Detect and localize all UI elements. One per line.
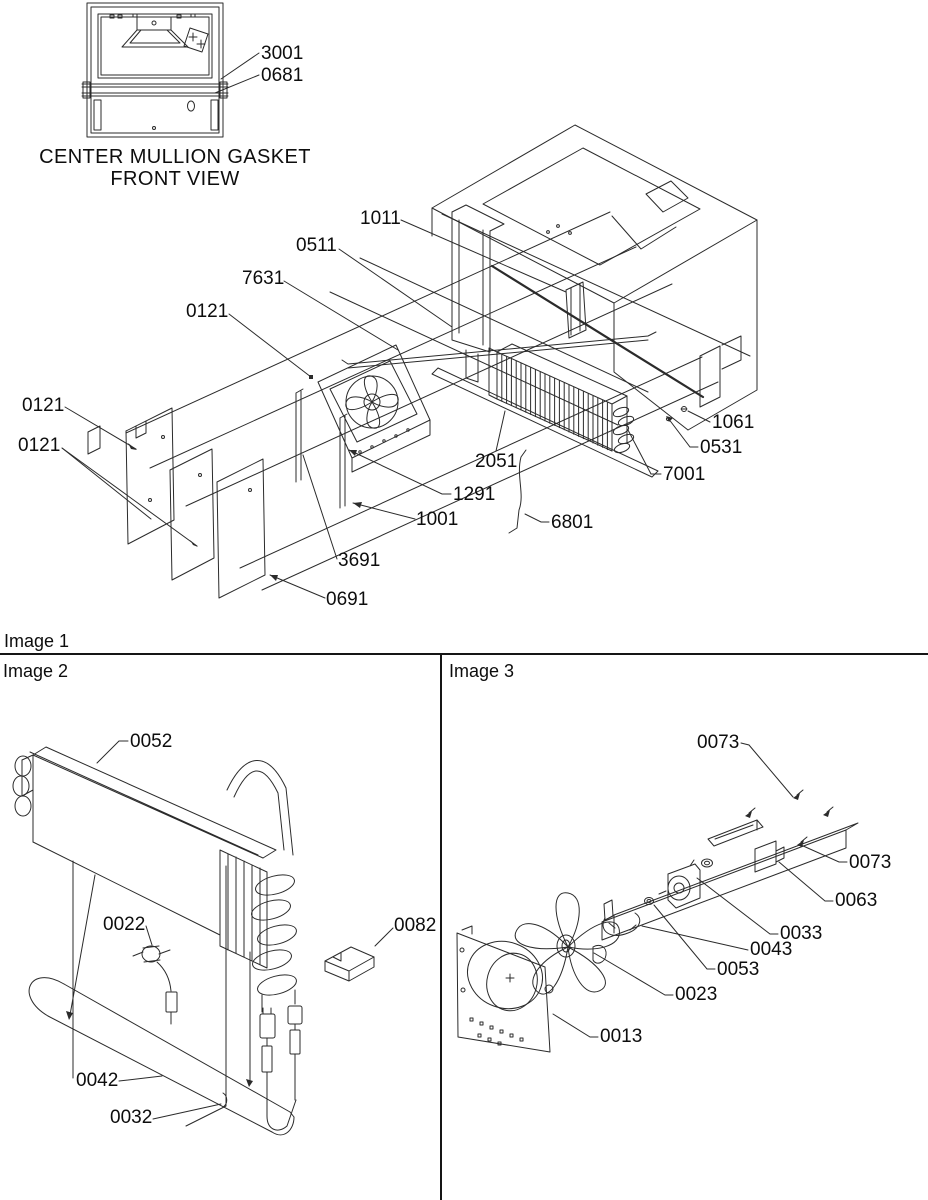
part-label-0032: 0032: [110, 1107, 153, 1128]
part-label-0053: 0053: [717, 959, 760, 980]
part-label-0073-b: 0073: [849, 852, 892, 873]
part-label-0121-b: 0121: [22, 395, 65, 416]
part-label-0082: 0082: [394, 915, 437, 936]
image2-image3-divider: [440, 654, 442, 1200]
part-label-0531: 0531: [700, 437, 743, 458]
part-label-0022: 0022: [103, 914, 146, 935]
part-label-0063: 0063: [835, 890, 878, 911]
part-label-1061: 1061: [712, 412, 755, 433]
screw-icons: [745, 790, 833, 847]
part-label-0121-c: 0121: [18, 435, 61, 456]
front-view-caption-line1: CENTER MULLION GASKET: [39, 146, 311, 168]
part-label-3691: 3691: [338, 550, 381, 571]
part-label-0511: 0511: [296, 235, 337, 256]
part-label-1291: 1291: [453, 484, 496, 505]
part-label-0681: 0681: [261, 65, 304, 86]
fan-assembly-drawing: [457, 790, 858, 1052]
part-label-6801: 6801: [551, 512, 594, 533]
section-label-image2: Image 2: [3, 661, 69, 681]
evaporator-assembly-drawing: [13, 747, 374, 1135]
part-label-0042: 0042: [76, 1070, 119, 1091]
part-label-0013: 0013: [600, 1026, 643, 1047]
section-label-image1: Image 1: [4, 631, 70, 651]
part-label-1001: 1001: [416, 509, 459, 530]
section-label-image3: Image 3: [449, 661, 515, 681]
image1-image2-divider: [0, 653, 928, 655]
front-view-drawing: [82, 3, 228, 137]
part-label-0033: 0033: [780, 923, 823, 944]
part-label-0052: 0052: [130, 731, 173, 752]
part-label-0121-a: 0121: [186, 301, 229, 322]
part-label-7631: 7631: [242, 268, 285, 289]
part-label-7001: 7001: [663, 464, 706, 485]
part-label-0691: 0691: [326, 589, 369, 610]
part-label-0073-a: 0073: [697, 732, 740, 753]
exploded-view-leaders: [62, 220, 710, 598]
part-label-0043: 0043: [750, 939, 793, 960]
front-view-caption-line2: FRONT VIEW: [110, 168, 240, 190]
part-label-2051: 2051: [475, 451, 518, 472]
part-label-0023: 0023: [675, 984, 718, 1005]
part-label-1011: 1011: [360, 208, 401, 229]
part-label-3001: 3001: [261, 43, 304, 64]
